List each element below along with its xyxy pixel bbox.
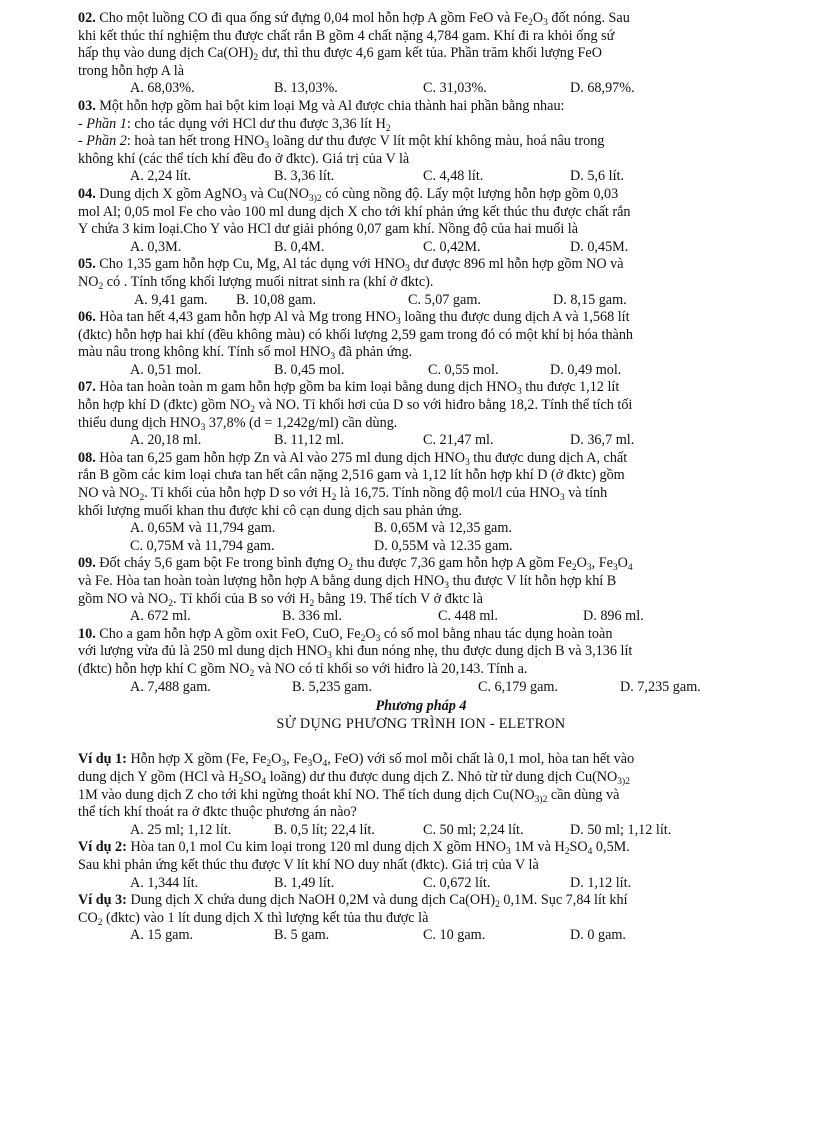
option-a[interactable]: A. 7,488 gam. <box>130 678 211 695</box>
option-c[interactable]: C. 21,47 ml. <box>423 432 494 449</box>
answer-options <box>78 927 764 945</box>
answer-options <box>78 168 764 186</box>
option-d[interactable]: D. 68,97%. <box>570 80 635 97</box>
option-b[interactable]: B. 5 gam. <box>274 927 330 944</box>
option-c[interactable]: C. 0,75M và 11,794 gam. <box>130 537 275 554</box>
example-2: Ví dụ 2: Hòa tan 0,1 mol Cu kim loại trong 120 ml dung dịch X gồm $HNO_3$ 1M và $H_2SO_4$ 0,5M. Sau khi phản ứng kết thúc thu được V lít khí NO duy nhất (đktc). Giá trị của V là A. 1,344 lít. B. 1,49 lít. C. 0,672 lít. D. 1,12 lít. <box>78 839 764 892</box>
option-c[interactable]: C. 5,07 gam. <box>408 291 481 308</box>
answer-options <box>78 679 764 697</box>
option-d[interactable]: D. 50 ml; 1,12 lít. <box>570 821 672 838</box>
question-08: 08. Hòa tan 6,25 gam hỗn hợp Zn và Al vào 275 ml dung dịch $HNO_3$ thu được dung dịch A, chất rắn B gồm các kim loại chưa tan hết cân nặng 2,516 gam và 1,12 lít hỗn hợp khí D (ở đktc) gồm NO và $NO_2$. Tỉ khối của hỗn hợp D so với $H_2$ là 16,75. Tính nồng độ mol/l của $HNO_3$ và tính khối lượng muối khan thu được khi cô cạn dung dịch sau phản ứng. A. 0,65M và 11,794 gam. B. 0,65M và 12,35 gam. C. 0,75M và 11,794 gam. D. 0,55M và 12.35 gam. <box>78 450 764 556</box>
option-b[interactable]: B. 0,5 lít; 22,4 lít. <box>274 821 375 838</box>
option-a[interactable]: A. 672 ml. <box>130 608 191 625</box>
question-number: 05. <box>78 256 96 273</box>
question-number: 04. <box>78 185 96 202</box>
option-a[interactable]: A. 68,03%. <box>130 80 195 97</box>
option-c[interactable]: C. 0,55 mol. <box>428 361 499 378</box>
option-c[interactable]: C. 50 ml; 2,24 lít. <box>423 821 524 838</box>
option-c[interactable]: C. 31,03%. <box>423 80 487 97</box>
question-02: 02. Cho một luồng CO đi qua ống sứ đựng 0,04 mol hỗn hợp A gồm FeO và $Fe_2O_3$ đốt nóng. Sau khi kết thúc thí nghiệm thu được chất rắn B gồm 4 chất nặng 4,784 gam. Khí đi ra khỏi ống sứ hấp thụ vào dung dịch $Ca(OH)_2$ dư, thì thu được 4,6 gam kết tủa. Phần trăm khối lượng FeO trong hỗn hợp A là A. 68,03%. B. 13,03%. C. 31,03%. D. 68,97%. <box>78 10 764 98</box>
section-subtitle: SỬ DỤNG PHƯƠNG TRÌNH ION - ELETRON <box>276 715 566 732</box>
question-number: 10. <box>78 625 96 642</box>
answer-options <box>78 80 764 98</box>
option-a[interactable]: A. 1,344 lít. <box>130 874 199 891</box>
option-c[interactable]: C. 0,672 lít. <box>423 874 491 891</box>
option-b[interactable]: B. 13,03%. <box>274 80 338 97</box>
question-09: 09. Đốt cháy 5,6 gam bột Fe trong bình đựng $O_2$ thu được 7,36 gam hỗn hợp A gồm $Fe_2O_3$, $Fe_3O_4$ và Fe. Hòa tan hoàn toàn lượng hỗn hợp A bằng dung dịch $HNO_3$ thu được V lít hỗn hợp khí B gồm NO và $NO_2$. Tỉ khối của B so với $H_2$ bằng 19. Thể tích V ở đktc là A. 672 ml. B. 336 ml. C. 448 ml. D. 896 ml. <box>78 555 764 625</box>
document-page <box>78 10 764 945</box>
question-03: 03. Một hỗn hợp gồm hai bột kim loại Mg và Al được chia thành hai phần bằng nhau: - Phần 1: cho tác dụng với HCl dư thu được 3,36 lít $H_2$ - Phần 2: hoà tan hết trong $HNO_3$ loãng dư thu được V lít một khí không màu, hoá nâu trong không khí (các thể tích khí đều đo ở đktc). Giá trị của V là A. 2,24 lít. B. 3,36 lít. C. 4,48 lít. D. 5,6 lít. <box>78 98 764 186</box>
option-b[interactable]: B. 11,12 ml. <box>274 432 345 449</box>
question-number: 02. <box>78 10 96 26</box>
answer-options <box>78 239 764 257</box>
option-b[interactable]: B. 0,65M và 12,35 gam. <box>374 520 512 537</box>
option-d[interactable]: D. 0,55M và 12.35 gam. <box>374 537 513 554</box>
option-a[interactable]: A. 0,3M. <box>130 238 182 255</box>
option-d[interactable]: D. 7,235 gam. <box>620 678 701 695</box>
question-number: 09. <box>78 555 96 572</box>
option-b[interactable]: B. 1,49 lít. <box>274 874 335 891</box>
option-d[interactable]: D. 0 gam. <box>570 927 626 944</box>
question-number: 03. <box>78 97 96 114</box>
answer-options <box>78 362 764 380</box>
example-label: Ví dụ 2: <box>78 839 127 856</box>
answer-options <box>78 432 764 450</box>
option-d[interactable]: D. 0,49 mol. <box>550 361 622 378</box>
answer-options <box>78 520 764 538</box>
option-d[interactable]: D. 1,12 lít. <box>570 874 632 891</box>
option-d[interactable]: D. 36,7 ml. <box>570 432 635 449</box>
option-a[interactable]: A. 9,41 gam. <box>134 291 208 308</box>
example-3: Ví dụ 3: Dung dịch X chứa dung dịch NaOH 0,2M và dung dịch $Ca(OH)_2$ 0,1M. Sục 7,84 lít khí $CO_2$ (đktc) vào 1 lít dung dịch X thì lượng kết tủa thu được là A. 15 gam. B. 5 gam. C. 10 gam. D. 0 gam. <box>78 892 764 945</box>
answer-options <box>78 822 764 840</box>
example-1: Ví dụ 1: Hỗn hợp X gồm (Fe, $Fe_2O_3$, $Fe_3O_4$, FeO) với số mol mỗi chất là 0,1 mol, hòa tan hết vào dung dịch Y gồm (HCl và $H_2SO_4$ loãng) dư thu được dung dịch Z. Nhỏ từ từ dung dịch $Cu(NO_{3)2}$ 1M vào dung dịch Z cho tới khi ngừng thoát khí NO. Thể tích dung dịch $Cu(NO_{3)2}$ cần dùng và thể tích khí thoát ra ở đktc thuộc phương án nào? A. 25 ml; 1,12 lít. B. 0,5 lít; 22,4 lít. C. 50 ml; 2,24 lít. D. 50 ml; 1,12 lít. <box>78 751 764 839</box>
example-label: Ví dụ 1: <box>78 751 127 768</box>
option-b[interactable]: B. 5,235 gam. <box>292 678 372 695</box>
option-c[interactable]: C. 10 gam. <box>423 927 486 944</box>
example-label: Ví dụ 3: <box>78 892 127 909</box>
option-b[interactable]: B. 0,4M. <box>274 238 325 255</box>
option-a[interactable]: A. 25 ml; 1,12 lít. <box>130 821 232 838</box>
question-05: 05. Cho 1,35 gam hỗn hợp Cu, Mg, Al tác dụng với $HNO_3$ dư được 896 ml hỗn hợp gồm NO và $NO_2$ có . Tính tổng khối lượng muối nitrat sinh ra (khí ở đktc). A. 9,41 gam. B. 10,08 gam. C. 5,07 gam. D. 8,15 gam. <box>78 256 764 309</box>
question-number: 07. <box>78 379 96 396</box>
option-c[interactable]: C. 448 ml. <box>438 608 498 625</box>
option-b[interactable]: B. 0,45 mol. <box>274 361 345 378</box>
option-d[interactable]: D. 5,6 lít. <box>570 168 624 185</box>
answer-options <box>78 538 764 556</box>
option-a[interactable]: A. 0,65M và 11,794 gam. <box>130 520 276 537</box>
question-06: 06. Hòa tan hết 4,43 gam hỗn hợp Al và Mg trong $HNO_3$ loãng thu được dung dịch A và 1,568 lít (đktc) hỗn hợp hai khí (đều không màu) có khối lượng 2,59 gam trong đó có một khí bị hóa thành màu nâu trong không khí. Tính số mol $HNO_3$ đã phản ứng. A. 0,51 mol. B. 0,45 mol. C. 0,55 mol. D. 0,49 mol. <box>78 309 764 379</box>
answer-options <box>78 608 764 626</box>
option-d[interactable]: D. 8,15 gam. <box>553 291 627 308</box>
option-d[interactable]: D. 896 ml. <box>583 608 644 625</box>
question-07: 07. Hòa tan hoàn toàn m gam hỗn hợp gồm ba kim loại bằng dung dịch $HNO_3$ thu được 1,12 lít hỗn hợp khí D (đktc) gồm $NO_2$ và NO. Tỉ khối hơi của D so với hiđro bằng 18,2. Tính thể tích tối thiểu dung dịch $HNO_3$ 37,8% (d = 1,242g/ml) cần dùng. A. 20,18 ml. B. 11,12 ml. C. 21,47 ml. D. 36,7 ml. <box>78 379 764 449</box>
option-b[interactable]: B. 3,36 lít. <box>274 168 335 185</box>
option-c[interactable]: C. 4,48 lít. <box>423 168 484 185</box>
option-c[interactable]: C. 0,42M. <box>423 238 481 255</box>
option-a[interactable]: A. 20,18 ml. <box>130 432 202 449</box>
option-a[interactable]: A. 0,51 mol. <box>130 361 202 378</box>
section-title: Phương pháp 4 <box>375 698 467 715</box>
question-number: 06. <box>78 309 96 326</box>
answer-options <box>78 875 764 893</box>
option-a[interactable]: A. 15 gam. <box>130 927 194 944</box>
question-number: 08. <box>78 449 96 466</box>
option-d[interactable]: D. 0,45M. <box>570 238 629 255</box>
option-b[interactable]: B. 10,08 gam. <box>236 291 316 308</box>
question-04: 04. Dung dịch X gồm AgNO$_3$ và $Cu(NO_{3)2}$ có cùng nồng độ. Lấy một lượng hỗn hợp gồm 0,03 mol Al; 0,05 mol Fe cho vào 100 ml dung dịch X cho tới khí phản ứng kết thúc thu được chất rắn Y chứa 3 kim loại.Cho Y vào HCl dư giải phóng 0,07 gam khí. Nồng độ của hai muối là A. 0,3M. B. 0,4M. C. 0,42M. D. 0,45M. <box>78 186 764 256</box>
answer-options <box>78 292 764 310</box>
option-b[interactable]: B. 336 ml. <box>282 608 342 625</box>
question-10: 10. Cho a gam hỗn hợp A gồm oxit FeO, CuO, $Fe_2O_3$ có số mol bằng nhau tác dụng hoàn toàn với lượng vừa đủ là 250 ml dung dịch $HNO_3$ khi đun nóng nhẹ, thu được dung dịch B và 3,136 lít (đktc) hỗn hợp khí C gồm $NO_2$ và NO có tỉ khối so với hiđro là 20,143. Tính a. A. 7,488 gam. B. 5,235 gam. C. 6,179 gam. D. 7,235 gam. <box>78 626 764 696</box>
option-a[interactable]: A. 2,24 lít. <box>130 168 192 185</box>
option-c[interactable]: C. 6,179 gam. <box>478 678 558 695</box>
